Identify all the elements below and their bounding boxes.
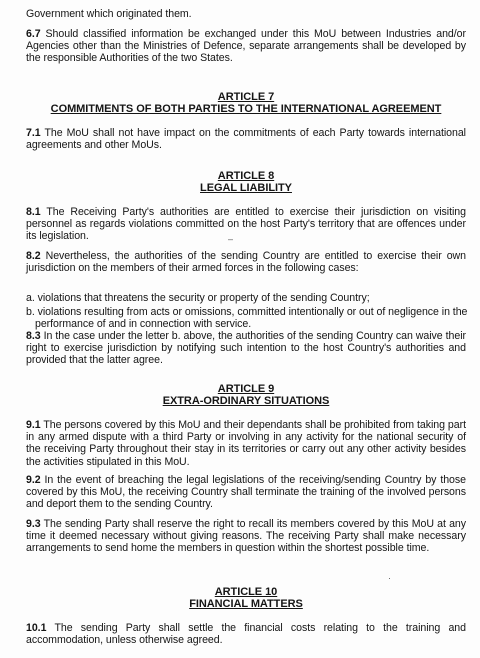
- article-8-heading: [26, 170, 466, 195]
- paragraph-7-1: [26, 127, 466, 151]
- paragraph-number: 8.2: [26, 250, 41, 262]
- continuation-text: Government which originated them.: [26, 8, 192, 20]
- paragraph-text: The MoU shall not have impact on the commitments of each Party towards international agreements and other MoUs.: [26, 127, 466, 152]
- list-item-a: [26, 292, 475, 304]
- paragraph-number: 9.3: [26, 518, 41, 530]
- paragraph-text: Should classified information be exchanged under this MoU between Industries and/or Agencies other than the Ministries of Defence, separate arrangements shall be developed by the responsible Authorities of the two States.: [26, 28, 466, 65]
- article-title: FINANCIAL MATTERS: [189, 598, 303, 611]
- paragraph-number: 8.3: [26, 330, 41, 342]
- paragraph-9-1: [26, 419, 466, 468]
- list-item-b: [26, 306, 475, 330]
- list-item-text: b. violations resulting from acts or omissions, committed intentionally or out of negligence in the performance of and in connection with service.: [26, 305, 468, 330]
- paragraph-text: In the event of breaching the legal legislations of the receiving/sending Country by those covered by this MoU, the receiving Country shall terminate the training of the involved persons and deport them to the sending Country.: [26, 474, 466, 511]
- article-number: ARTICLE 8: [217, 170, 275, 182]
- paragraph-text: Nevertheless, the authorities of the sending Country are entitled to exercise their own jurisdiction on the members of their armed forces in the following cases:: [26, 250, 466, 275]
- list-item-text: a. violations that threatens the security or property of the sending Country;: [26, 291, 370, 304]
- paragraph-9-3: [26, 518, 466, 555]
- paragraph-8-1: [26, 206, 466, 243]
- article-title: COMMITMENTS OF BOTH PARTIES TO THE INTERNATIONAL AGREEMENT: [50, 103, 442, 116]
- paragraph-8-2: [26, 250, 466, 274]
- article-title: LEGAL LIABILITY: [200, 182, 292, 195]
- paragraph-continuation: [26, 8, 466, 20]
- scan-mark: –: [228, 234, 233, 244]
- paragraph-number: 9.2: [26, 474, 41, 486]
- paragraph-text: The sending Party shall reserve the right to recall its members covered by this MoU at any time it deemed necessary without giving reasons. The receiving Party shall make necessary arrangements to send home the members in question within the shortest possible time.: [26, 518, 466, 555]
- article-number: ARTICLE 9: [217, 383, 275, 395]
- paragraph-number: 10.1: [26, 622, 47, 634]
- paragraph-number: 6.7: [26, 28, 41, 40]
- paragraph-text: The persons covered by this MoU and their dependants shall be prohibited from taking part in any armed dispute with a third Party or involving in any activity for the national security of the receiving Party throughout their stay in its territories or carry out any other activity besides the activities stipulated in this MoU.: [26, 419, 466, 468]
- paragraph-10-1: [26, 622, 466, 646]
- paragraph-6-7: [26, 28, 466, 65]
- article-7-heading: [26, 91, 466, 116]
- article-10-heading: [26, 586, 466, 611]
- paragraph-text: In the case under the letter b. above, the authorities of the sending Country can waive their right to exercise jurisdiction by notifying such intention to the host Country's authorities and provided that the latter agree.: [26, 330, 466, 367]
- article-number: ARTICLE 7: [217, 91, 275, 103]
- paragraph-8-3: [26, 330, 466, 367]
- paragraph-number: 7.1: [26, 127, 41, 139]
- scan-mark: ·: [388, 573, 391, 583]
- paragraph-number: 8.1: [26, 206, 41, 218]
- paragraph-number: 9.1: [26, 419, 41, 431]
- paragraph-text: The sending Party shall settle the financial costs relating to the training and accommodation, unless otherwise agreed.: [26, 622, 466, 647]
- paragraph-9-2: [26, 474, 466, 511]
- article-number: ARTICLE 10: [214, 586, 278, 598]
- article-9-heading: [26, 383, 466, 408]
- article-title: EXTRA-ORDINARY SITUATIONS: [162, 395, 330, 408]
- paragraph-text: The Receiving Party's authorities are entitled to exercise their jurisdiction on visiting personnel as regards violations committed on the host Party's territory that are offences under its legislation.: [26, 206, 466, 243]
